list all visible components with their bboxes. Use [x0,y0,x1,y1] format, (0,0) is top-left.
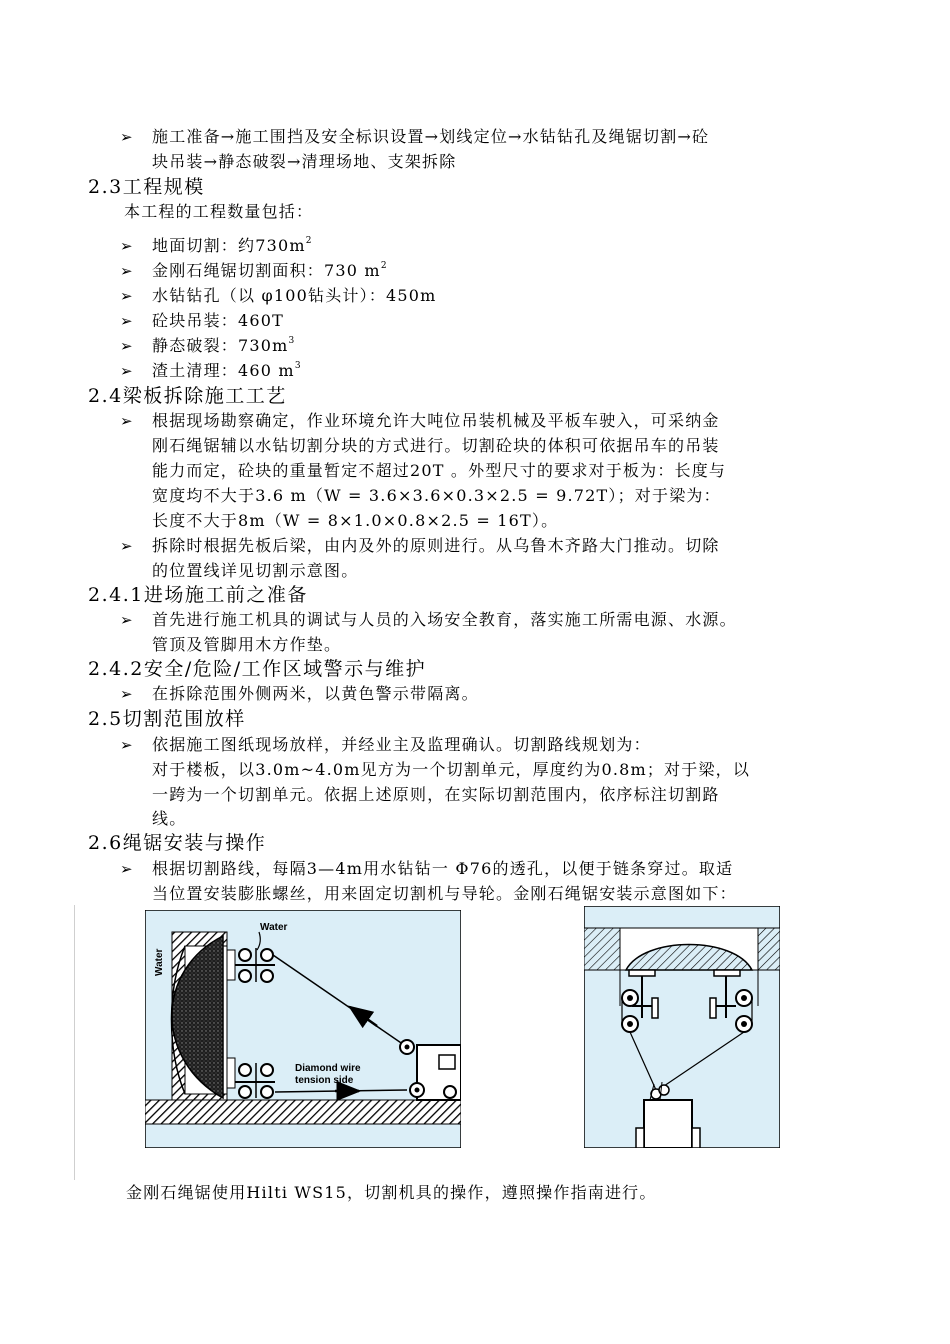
bullet-arrow-icon: ➢ [120,337,133,355]
section-intro: 本工程的工程数量包括： [124,202,314,221]
paragraph-line: 管顶及管脚用木方作垫。 [152,635,342,654]
saw-machine [644,1100,692,1148]
bullet-arrow-icon: ➢ [120,237,133,255]
water-top-label: Water [260,922,288,933]
tension-side-label: tension side [295,1075,354,1086]
page-margin-line [74,905,75,1180]
paragraph-line: 在拆除范围外侧两米，以黄色警示带隔离。 [152,684,479,703]
paragraph-line: 一跨为一个切割单元。依据上述原则，在实际切割范围内，依序标注切割路 [152,785,720,804]
paragraph-line: 宽度均不大于3.6 m（W = 3.6×3.6×0.3×2.5 = 9.72T）；对于梁为： [152,486,721,505]
process-line-1: 施工准备→施工围挡及安全标识设置→划线定位→水钻钻孔及绳锯切割→砼 [152,127,710,146]
closing-line: 金刚石绳锯使用Hilti WS15，切割机具的操作，遵照操作指南进行。 [126,1183,657,1202]
paragraph-line: 根据切割路线，每隔3—4m用水钻钻一 Φ76的透孔，以便于链条穿过。取适 [152,859,734,878]
paragraph-line: 依据施工图纸现场放样，并经业主及监理确认。切割路线规划为： [152,735,651,754]
paragraph-line: 对于楼板，以3.0m~4.0m见方为一个切割单元，厚度约为0.8m；对于梁，以 [152,760,751,779]
bullet-arrow-icon: ➢ [120,362,133,380]
bullet-arrow-icon: ➢ [120,860,133,878]
bullet-arrow-icon: ➢ [120,287,133,305]
list-item: 砼块吊装：460T [152,311,285,330]
list-item: 水钻钻孔（以 φ100钻头计）：450m [152,286,437,305]
bullet-arrow-icon: ➢ [120,736,133,754]
section-heading-2-6: 2.6绳锯安装与操作 [88,832,267,854]
paragraph-line: 线。 [152,809,187,828]
section-heading-2-4-1: 2.4.1进场施工前之准备 [88,584,308,606]
paragraph-line: 首先进行施工机具的调试与人员的入场安全教育，落实施工所需电源、水源。 [152,610,737,629]
paragraph-line: 当位置安装膨胀螺丝，用来固定切割机与导轮。金刚石绳锯安装示意图如下： [152,884,737,903]
bullet-arrow-icon: ➢ [120,412,133,430]
section-heading-2-4: 2.4梁板拆除施工工艺 [88,385,287,407]
list-item: 静态破裂：$730m^3$ [152,336,296,355]
bullet-arrow-icon: ➢ [120,685,133,703]
floor-slab [145,1100,461,1124]
diamond-wire-label: Diamond wire [295,1063,361,1074]
section-heading-2-4-2: 2.4.2安全/危险/工作区域警示与维护 [88,658,427,680]
paragraph-line: 拆除时根据先板后梁，由内及外的原则进行。从乌鲁木齐路大门推动。切除 [152,536,720,555]
process-line-2: 块吊装→静态破裂→清理场地、支架拆除 [152,152,457,171]
paragraph-line: 根据现场勘察确定，作业环境允许大吨位吊装机械及平板车驶入，可采纳金 [152,411,720,430]
bullet-arrow-icon: ➢ [120,611,133,629]
paragraph-line: 的位置线详见切割示意图。 [152,561,359,580]
bullet-arrow-icon: ➢ [120,128,133,146]
wire-saw-side-diagram [145,910,461,1148]
water-side-label: Water [154,948,165,976]
list-item: 渣土清理：460 $m^3$ [152,361,302,380]
wire-saw-front-diagram [584,906,780,1148]
bullet-arrow-icon: ➢ [120,312,133,330]
paragraph-line: 能力而定，砼块的重量暂定不超过20T 。外型尺寸的要求对于板为：长度与 [152,461,727,480]
bullet-arrow-icon: ➢ [120,537,133,555]
list-item: 地面切割：约$730m^2$ [152,236,313,255]
section-heading-2-5: 2.5切割范围放样 [88,708,246,730]
list-item: 金刚石绳锯切割面积：730 $m^2$ [152,261,388,280]
section-heading-2-3: 2.3工程规模 [88,176,205,198]
paragraph-line: 刚石绳锯辅以水钻切割分块的方式进行。切割砼块的体积可依据吊车的吊装 [152,436,720,455]
bullet-arrow-icon: ➢ [120,262,133,280]
paragraph-line: 长度不大于8m（W = 8×1.0×0.8×2.5 = 16T）。 [152,511,559,530]
